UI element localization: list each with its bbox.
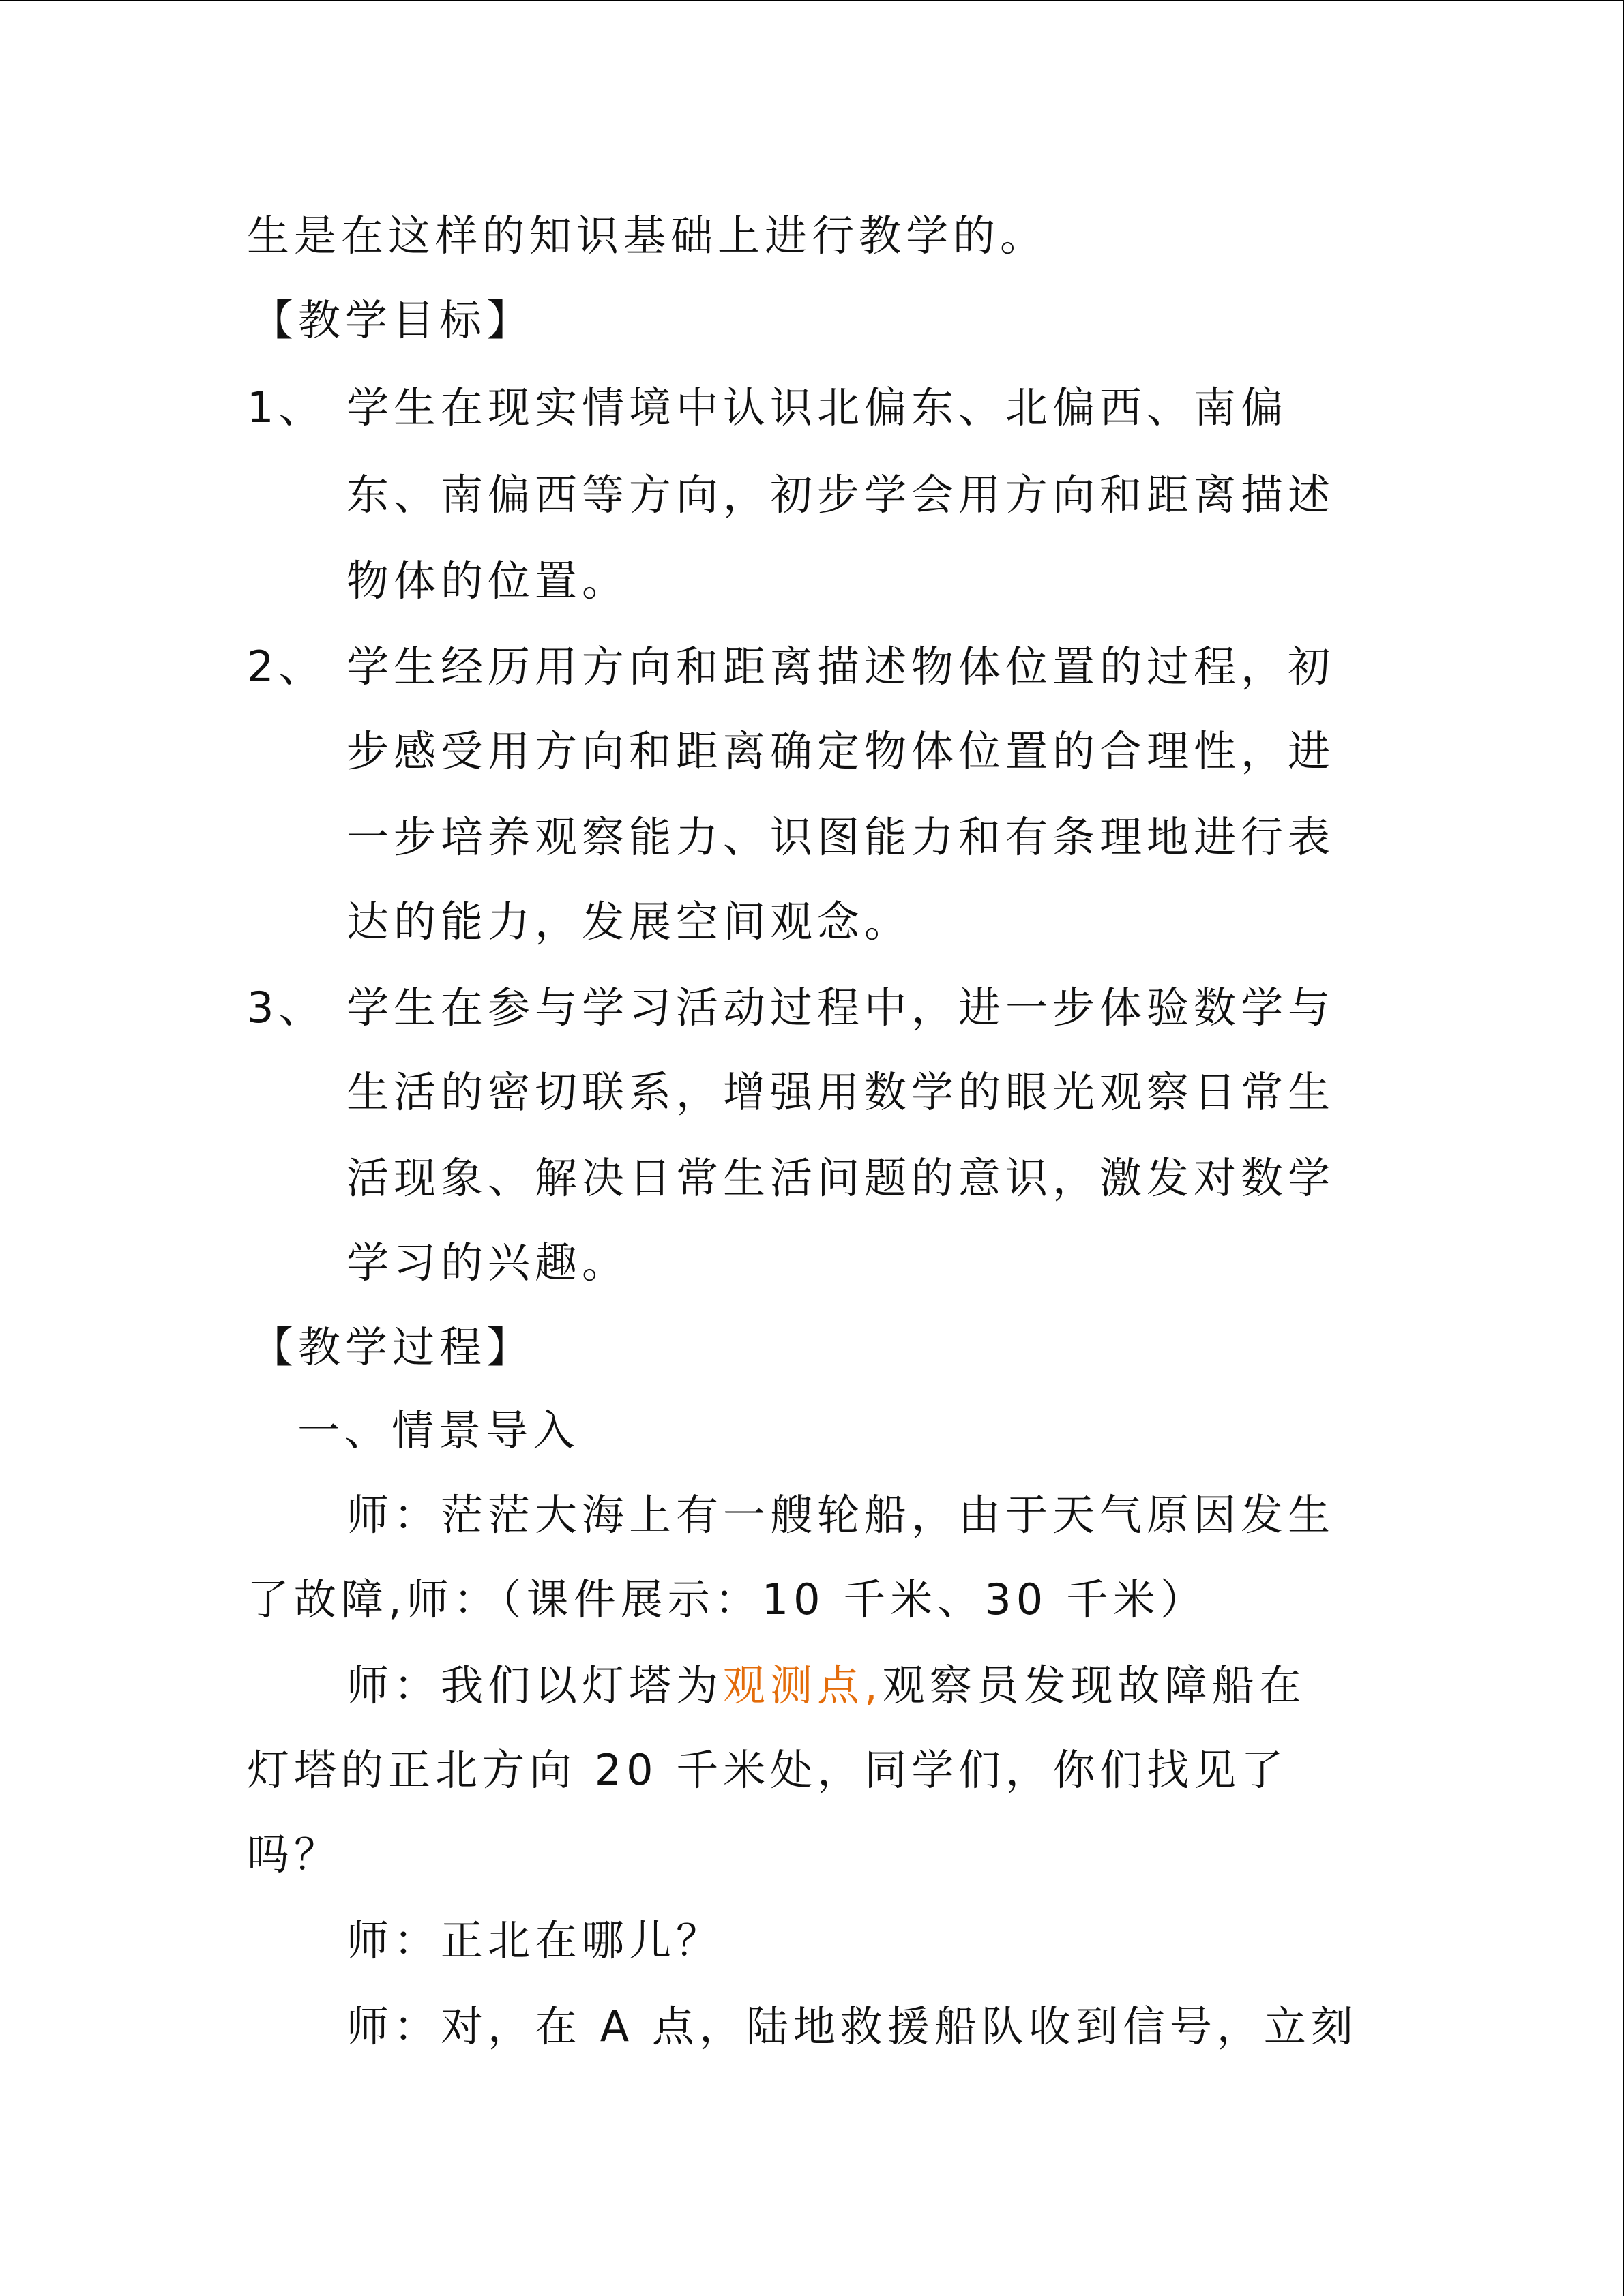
- para-1-line-1: 师：茫茫大海上有一艘轮船，由于天气原因发生: [346, 1490, 1335, 1540]
- goal-2-number: 2、: [247, 642, 326, 691]
- goal-3-line-1: 学生在参与学习活动过程中，进一步体验数学与: [346, 983, 1335, 1032]
- goal-3-line-3: 活现象、解决日常生活问题的意识，激发对数学: [346, 1153, 1335, 1203]
- para-2-line-1: [346, 1658, 1306, 1713]
- observation-point-highlight: 观测点,: [723, 1660, 883, 1710]
- goal-2-line-1: 学生经历用方向和距离描述物体位置的过程，初: [346, 642, 1335, 691]
- goal-3-line-2: 生活的密切联系，增强用数学的眼光观察日常生: [346, 1067, 1335, 1117]
- goal-1-line-2: 东、南偏西等方向，初步学会用方向和距离描述: [346, 470, 1335, 520]
- goal-3-number: 3、: [247, 983, 326, 1032]
- section-heading-process: 【教学过程】: [251, 1322, 534, 1372]
- para-2-line-2: 灯塔的正北方向 20 千米处，同学们，你们找见了: [247, 1745, 1288, 1795]
- goal-1-line-1: 学生在现实情境中认识北偏东、北偏西、南偏: [346, 383, 1288, 432]
- goal-1-line-3: 物体的位置。: [346, 556, 630, 606]
- goal-3-line-4: 学习的兴趣。: [346, 1238, 630, 1287]
- goal-2-line-3: 一步培养观察能力、识图能力和有条理地进行表: [346, 812, 1335, 862]
- subsection-heading-intro: 一、情景导入: [297, 1405, 580, 1455]
- para-1-line-2: 了故障,师：（课件展示：10 千米、30 千米）: [247, 1575, 1207, 1624]
- para-3-line-1: 师：正北在哪儿？: [346, 1915, 724, 1965]
- intro-line: 生是在这样的知识基础上进行教学的。: [247, 211, 1048, 260]
- goal-2-line-2: 步感受用方向和距离确定物体位置的合理性，进: [346, 726, 1335, 776]
- section-heading-goals: 【教学目标】: [251, 295, 534, 345]
- para-4-line-1: 师：对，在 A 点，陆地救援船队收到信号，立刻: [346, 2001, 1358, 2051]
- para-2-line-3: 吗？: [247, 1830, 342, 1879]
- goal-1-number: 1、: [247, 383, 326, 432]
- goal-2-line-4: 达的能力，发展空间观念。: [346, 897, 912, 946]
- para-2-prefix: 师：我们以灯塔为: [346, 1660, 724, 1710]
- para-2-suffix: 观察员发现故障船在: [882, 1660, 1306, 1710]
